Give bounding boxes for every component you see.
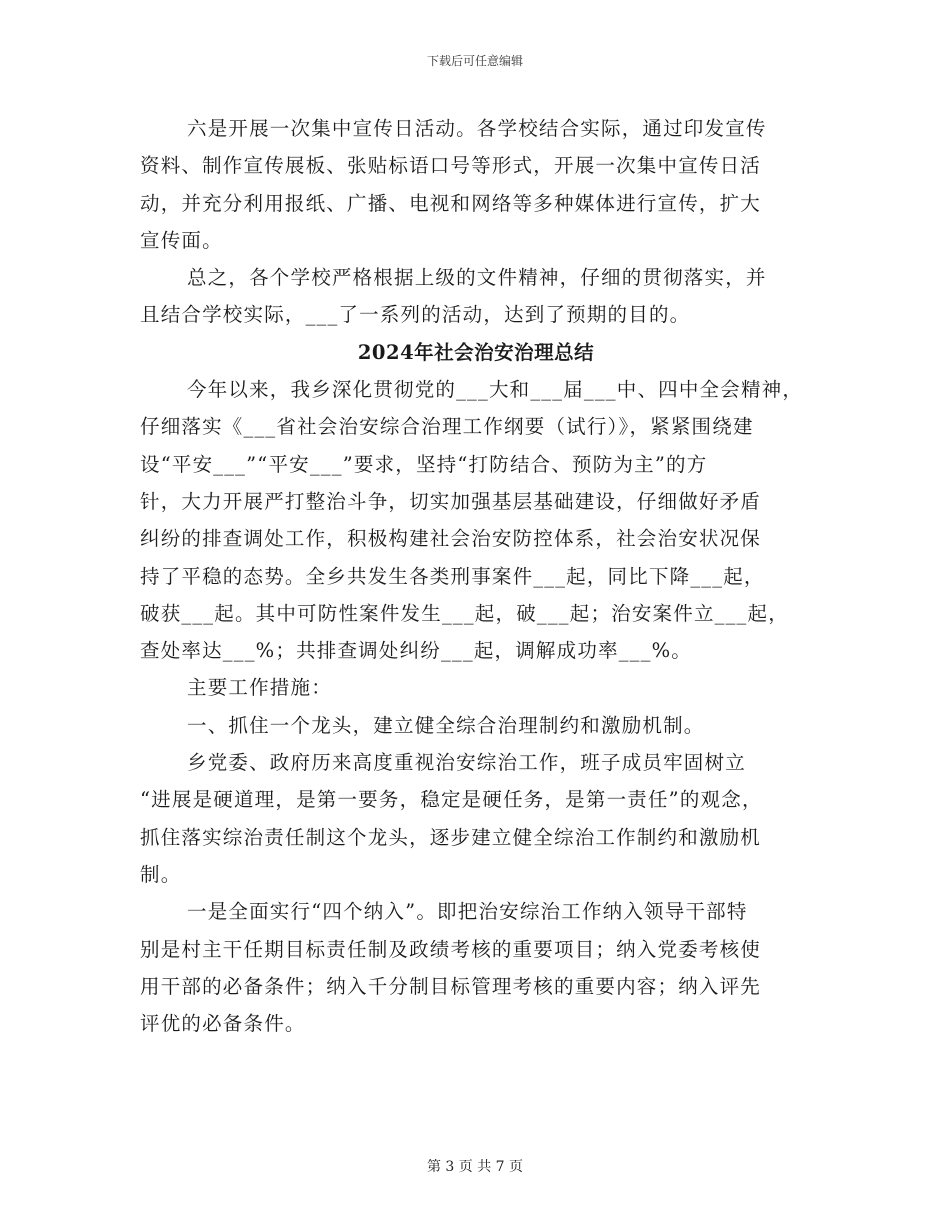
text-line: 查处率达___%；共排查调处纠纷___起，调解成功率___%。 [140,639,693,663]
text-line: 动，并充分利用报纸、广播、电视和网络等多种媒体进行宣传，扩大 [140,191,762,215]
text-line: 六是开展一次集中宣传日活动。各学校结合实际，通过印发宣传 [187,117,767,140]
text-line: 资料、制作宣传展板、张贴标语口号等形式，开展一次集中宣传日活 [140,154,762,178]
text-line: 一、抓住一个龙头，建立健全综合治理制约和激励机制。 [187,713,705,737]
text-line: 纠纷的排查调处工作，积极构建社会治安防控体系，社会治安状况保 [140,527,762,551]
text-line: 且结合学校实际，___了一系列的活动，达到了预期的目的。 [140,303,691,327]
text-line: 今年以来，我乡深化贯彻党的___大和___届___中、四中全会精神， [187,378,804,402]
text-line: 一是全面实行“四个纳入”。即把治安综治工作纳入领导干部特 [187,900,748,924]
text-line: 总之，各个学校严格根据上级的文件精神，仔细的贯彻落实，并 [187,266,767,290]
text-line: 制。 [140,862,182,886]
text-line: 破获___起。其中可防性案件发生___起，破___起；治安案件立___起， [140,601,789,625]
text-line: 别是村主干任期目标责任制及政绩考核的重要项目；纳入党委考核使 [140,937,762,961]
section-title: 2024年社会治安治理总结 [357,340,595,364]
text-line: 评优的必备条件。 [140,1012,306,1036]
text-line: 仔细落实《___省社会治安综合治理工作纲要（试行）》，紧紧围绕建 [140,415,754,439]
text-line: 持了平稳的态势。全乡共发生各类刑事案件___起，同比下降___起， [140,564,765,588]
text-line: 主要工作措施： [187,676,332,700]
page-number: 第 3 页 共 7 页 [426,1159,524,1175]
text-line: 抓住落实综治责任制这个龙头，逐步建立健全综治工作制约和激励机 [140,825,762,849]
text-line: 宣传面。 [140,228,223,252]
header-note: 下载后可任意编辑 [426,54,523,68]
text-line: 针，大力开展严打整治斗争，切实加强基层基础建设，仔细做好矛盾 [140,489,762,513]
text-line: 设“平安___”“平安___”要求，坚持“打防结合、预防为主”的方 [140,452,708,476]
text-line: 乡党委、政府历来高度重视治安综治工作，班子成员牢固树立 [187,751,746,775]
text-line: 用干部的必备条件；纳入千分制目标管理考核的重要内容；纳入评先 [140,974,762,998]
body-text [140,110,812,1042]
text-line: “进展是硬道理，是第一要务，稳定是硬任务，是第一责任”的观念， [140,788,763,812]
